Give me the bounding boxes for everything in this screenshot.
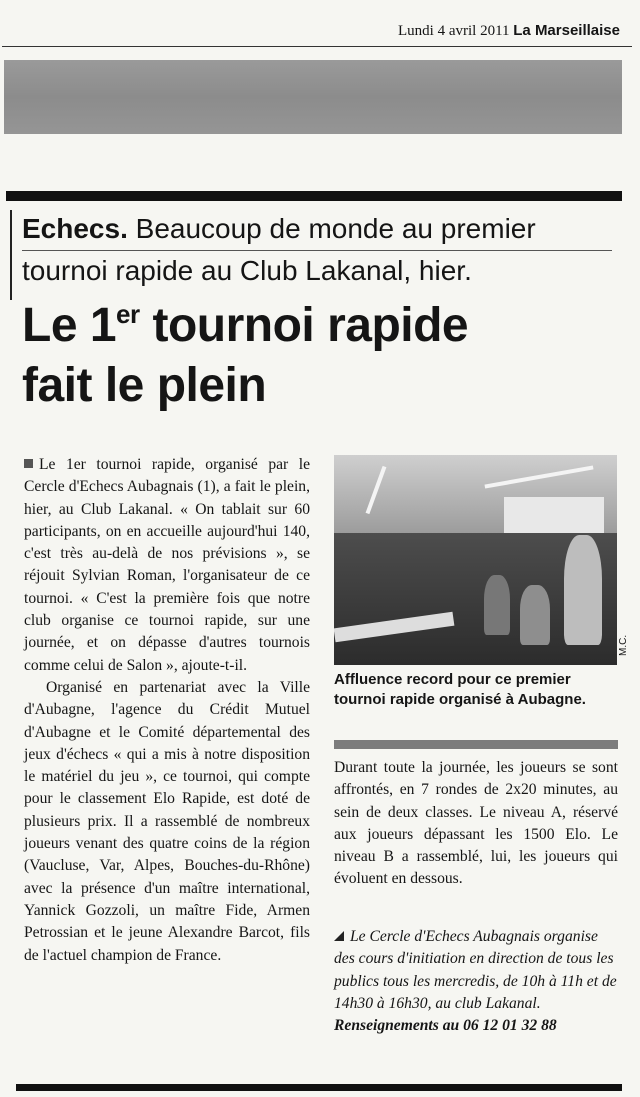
kicker-topic: Echecs. bbox=[22, 213, 128, 244]
grey-band bbox=[4, 60, 622, 134]
info-text-content: Le Cercle d'Echecs Aubagnais organise des cours d'initiation en direction de tous les publics tous les mercredis, de 10h à 11h et de 14h30 à 16h30, au club Lakanal. bbox=[334, 928, 617, 1012]
photo-credit: M.C. bbox=[618, 634, 629, 656]
kicker-underline bbox=[22, 250, 612, 251]
bottom-rule bbox=[16, 1084, 622, 1091]
article-right-column bbox=[334, 757, 618, 891]
kicker-text: Beaucoup de monde au premier tournoi rapide au Club Lakanal, hier. bbox=[22, 213, 536, 286]
article-paragraph-1-text: Le 1er tournoi rapide, organisé par le Cercle d'Echecs Aubagnais (1), a fait le plein, hier, au Club Lakanal. « On tablait sur 60 participants, on en accueille aujourd'hui 140, c'est très au-delà de nos prévisions », se réjouit Sylvian Roman, l'organisateur de ce tournoi. « C'est la première fois que notre club organise ce tournoi rapide, sur une journée, et on dépasse d'autres tournois comme celui de Salon », ajoute-t-il. bbox=[24, 456, 310, 674]
article-photo bbox=[334, 455, 617, 665]
headline-line2: fait le plein bbox=[22, 359, 267, 412]
top-rule bbox=[2, 46, 632, 47]
photo-person bbox=[520, 585, 550, 645]
triangle-icon bbox=[334, 931, 344, 941]
headline-superscript: er bbox=[116, 299, 140, 329]
article-left-column bbox=[24, 454, 310, 967]
info-box bbox=[334, 926, 620, 1037]
date: Lundi 4 avril 2011 bbox=[398, 23, 510, 39]
kicker-bar bbox=[10, 210, 12, 300]
photo-person bbox=[484, 575, 510, 635]
dateline bbox=[398, 22, 620, 40]
article-paragraph-3: Durant toute la journée, les joueurs se sont affrontés, en 7 rondes de 2x20 minutes, au sein de deux classes. Le niveau A, réservé aux joueurs dépassant les 1500 Elo. Le niveau B a rassemblé, lui, les joueurs qui évoluent en dessous. bbox=[334, 759, 618, 888]
info-phone: Renseignements au 06 12 01 32 88 bbox=[334, 1017, 557, 1035]
caption-rule bbox=[334, 740, 618, 749]
publication-name: La Marseillaise bbox=[513, 22, 620, 39]
photo-person bbox=[564, 535, 602, 645]
photo-caption: Affluence record pour ce premier tournoi rapide organisé à Aubagne. bbox=[334, 671, 586, 708]
article-paragraph-1 bbox=[24, 454, 310, 677]
headline bbox=[22, 296, 622, 416]
section-rule bbox=[6, 191, 622, 201]
info-text bbox=[334, 926, 620, 1015]
headline-part2: tournoi rapide bbox=[139, 299, 469, 352]
article-paragraph-2: Organisé en partenariat avec la Ville d'Aubagne, l'agence du Crédit Mutuel d'Aubagne et le Comité départemental des jeux d'échecs « qui a mis à notre disposition le matériel du jeu », ce tournoi, qui compte pour le classement Elo Rapide, est doté de plusieurs prix. Il a rassemblé de nombreux joueurs venant des quatre coins de la région (Vaucluse, Var, Alpes, Bouches-du-Rhône) avec la présence d'un maître international, Yannick Gozzoli, un maître Fide, Armen Petrossian et le jeune Alexandre Barcot, fils de l'actuel champion de France. bbox=[24, 678, 310, 964]
photo-window bbox=[504, 497, 604, 537]
bullet-square-icon bbox=[24, 459, 33, 468]
headline-part1: Le 1 bbox=[22, 299, 117, 352]
